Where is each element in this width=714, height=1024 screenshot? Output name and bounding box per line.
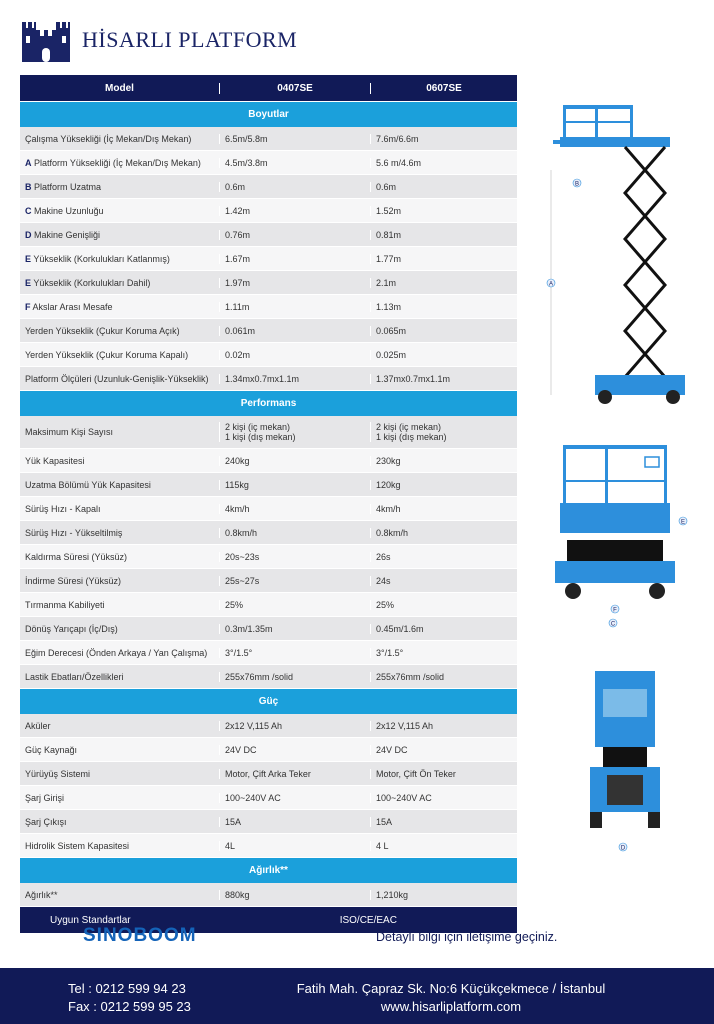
row-label-text: Yük Kapasitesi [25, 455, 85, 466]
value-0407se: 6.5m/5.8m [219, 134, 370, 144]
section-header: Performans [20, 391, 517, 416]
table-row [20, 665, 517, 689]
website-link[interactable]: www.hisarliplatform.com [380, 999, 522, 1014]
row-label-text: Çalışma Yüksekliği (İç Mekan/Dış Mekan) [25, 133, 192, 144]
table-row [20, 497, 517, 521]
value-0407se: 3°/1.5° [219, 648, 370, 658]
row-label [20, 793, 219, 803]
value-0607se: 26s [370, 552, 517, 562]
row-label [20, 769, 219, 779]
row-label-text: Şarj Girişi [25, 792, 65, 803]
table-row [20, 343, 517, 367]
table-row [20, 319, 517, 343]
label-b: B [574, 181, 580, 188]
phone-number[interactable]: Tel : 0212 599 94 23 [68, 981, 186, 996]
table-row [20, 738, 517, 762]
value-0407se: 24V DC [219, 745, 370, 755]
table-row [20, 569, 517, 593]
row-label-text: Yerden Yükseklik (Çukur Koruma Kapalı) [25, 349, 189, 360]
label-d: D [620, 845, 626, 852]
table-row [20, 271, 517, 295]
row-label-text: Yürüyüş Sistemi [25, 768, 91, 779]
row-label-text: Kaldırma Süresi (Yüksüz) [25, 551, 128, 562]
value-0407se: 0.6m [219, 182, 370, 192]
value-0407se: 0.3m/1.35m [219, 624, 370, 634]
row-label [20, 158, 219, 168]
value-0607se: 3°/1.5° [370, 648, 517, 658]
value-0407se: 1.11m [219, 302, 370, 312]
value-0607se: 120kg [370, 480, 517, 490]
value-0607se: 4km/h [370, 504, 517, 514]
table-row [20, 834, 517, 858]
row-label [20, 350, 219, 360]
row-label-text: Dönüş Yarıçapı (İç/Dış) [25, 623, 118, 634]
row-label [20, 374, 219, 384]
value-0607se: 1,210kg [370, 890, 517, 900]
table-row [20, 416, 517, 449]
value-0607se: 0.81m [370, 230, 517, 240]
dimension-letter: C [25, 205, 32, 216]
row-label-text: Tırmanma Kabiliyeti [25, 599, 105, 610]
value-0607se: 0.065m [370, 326, 517, 336]
page-footer [0, 968, 714, 1024]
dimension-letter: E [25, 277, 32, 288]
value-0407se: 4.5m/3.8m [219, 158, 370, 168]
dimension-letter: B [25, 181, 32, 192]
row-label [20, 624, 219, 634]
value-0607se: Motor, Çift Ön Teker [370, 769, 517, 779]
label-f: F [613, 607, 617, 614]
header-model: Model [105, 82, 134, 94]
row-label [20, 504, 219, 514]
dimension-letter: A [25, 157, 32, 168]
table-row [20, 127, 517, 151]
address: Fatih Mah. Çapraz Sk. No:6 Küçükçekmece / İstanbul [296, 981, 606, 996]
value-0407se: 240kg [219, 456, 370, 466]
row-label [20, 721, 219, 731]
value-0607se: 2 kişi (iç mekan) 1 kişi (dış mekan) [370, 422, 517, 442]
table-row [20, 449, 517, 473]
row-label [20, 456, 219, 466]
table-row [20, 175, 517, 199]
value-0407se: 1.97m [219, 278, 370, 288]
standards-label: Uygun Standartlar [50, 914, 131, 926]
sinoboom-logo: SINOBOOM [83, 925, 197, 946]
label-a: A [548, 281, 554, 288]
value-0407se: 25s~27s [219, 576, 370, 586]
row-label-text: Yerden Yükseklik (Çukur Koruma Açık) [25, 325, 180, 336]
castle-icon [20, 18, 72, 62]
table-row [20, 641, 517, 665]
row-label-text: Aküler [25, 720, 51, 731]
value-0607se: 0.6m [370, 182, 517, 192]
row-label [20, 745, 219, 755]
table-row [20, 762, 517, 786]
value-0407se: 100~240V AC [219, 793, 370, 803]
front-view-diagram [590, 671, 660, 852]
row-label-text: Şarj Çıkışı [25, 816, 67, 827]
value-0407se: Motor, Çift Arka Teker [219, 769, 370, 779]
row-label [20, 206, 219, 216]
value-0607se: 0.8km/h [370, 528, 517, 538]
table-row [20, 786, 517, 810]
value-0407se: 880kg [219, 890, 370, 900]
value-0407se: 2 kişi (iç mekan) 1 kişi (dış mekan) [219, 422, 370, 442]
value-0407se: 2x12 V,115 Ah [219, 721, 370, 731]
row-label [20, 672, 219, 682]
table-row [20, 617, 517, 641]
side-view-diagram [547, 105, 685, 404]
value-0607se: 1.37mx0.7mx1.1m [370, 374, 517, 384]
row-label-text: Makine Uzunluğu [34, 205, 104, 216]
contact-note: Detaylı bilgi için iletişime geçiniz. [376, 930, 558, 944]
value-0607se: 2x12 V,115 Ah [370, 721, 517, 731]
value-0407se: 0.02m [219, 350, 370, 360]
value-0607se: 24V DC [370, 745, 517, 755]
value-0607se: 5.6 m/4.6m [370, 158, 517, 168]
table-row [20, 223, 517, 247]
row-label-text: Makine Genişliği [34, 229, 101, 240]
spec-table [20, 75, 517, 934]
label-c: C [610, 621, 616, 628]
value-0407se: 0.8km/h [219, 528, 370, 538]
row-label-text: Yükseklik (Korkulukları Katlanmış) [33, 253, 170, 264]
stowed-view-diagram [555, 445, 687, 628]
row-label-text: Platform Uzatma [34, 181, 102, 192]
row-label [20, 326, 219, 336]
table-row [20, 883, 517, 907]
value-0407se: 0.76m [219, 230, 370, 240]
value-0607se: 4 L [370, 841, 517, 851]
value-0607se: 1.77m [370, 254, 517, 264]
standards-value: ISO/CE/EAC [219, 915, 517, 926]
header-0607se: 0607SE [370, 83, 517, 94]
row-label-text: İndirme Süresi (Yüksüz) [25, 575, 122, 586]
table-row [20, 714, 517, 738]
address-block [286, 980, 616, 1016]
dimension-letter: D [25, 229, 32, 240]
table-row [20, 199, 517, 223]
row-label [20, 600, 219, 610]
value-0407se: 115kg [219, 480, 370, 490]
value-0607se: 2.1m [370, 278, 517, 288]
value-0407se: 4km/h [219, 504, 370, 514]
table-row [20, 545, 517, 569]
value-0607se: 100~240V AC [370, 793, 517, 803]
value-0607se: 15A [370, 817, 517, 827]
value-0407se: 1.34mx0.7mx1.1m [219, 374, 370, 384]
row-label-text: Eğim Derecesi (Önden Arkaya / Yan Çalışma) [25, 647, 208, 658]
row-label-text: Platform Yüksekliği (İç Mekan/Dış Mekan) [34, 157, 201, 168]
row-label [20, 528, 219, 538]
row-label-text: Güç Kaynağı [25, 744, 78, 755]
value-0607se: 25% [370, 600, 517, 610]
row-label [20, 552, 219, 562]
label-e: E [680, 519, 686, 526]
table-row [20, 593, 517, 617]
table-row [20, 367, 517, 391]
row-label [20, 576, 219, 586]
row-label [20, 230, 219, 240]
row-label [20, 841, 219, 851]
value-0407se: 255x76mm /solid [219, 672, 370, 682]
value-0607se: 24s [370, 576, 517, 586]
value-0407se: 1.67m [219, 254, 370, 264]
row-label [20, 134, 219, 144]
row-label [20, 817, 219, 827]
value-0407se: 15A [219, 817, 370, 827]
row-label [20, 890, 219, 900]
row-label [20, 480, 219, 490]
row-label-text: Uzatma Bölümü Yük Kapasitesi [25, 479, 151, 490]
table-row [20, 247, 517, 271]
row-label-text: Akslar Arası Mesafe [32, 301, 113, 312]
value-0407se: 25% [219, 600, 370, 610]
value-0407se: 1.42m [219, 206, 370, 216]
brand-logo[interactable] [20, 18, 297, 62]
row-label [20, 648, 219, 658]
row-label [20, 254, 219, 264]
table-row [20, 295, 517, 319]
row-label-text: Hidrolik Sistem Kapasitesi [25, 840, 130, 851]
row-label [20, 427, 219, 437]
table-row [20, 473, 517, 497]
value-0607se: 7.6m/6.6m [370, 134, 517, 144]
row-label [20, 278, 219, 288]
value-0407se: 20s~23s [219, 552, 370, 562]
row-label-text: Yükseklik (Korkulukları Dahil) [33, 277, 151, 288]
dimension-letter: E [25, 253, 32, 264]
value-0607se: 1.13m [370, 302, 517, 312]
value-0607se: 230kg [370, 456, 517, 466]
row-label-text: Platform Ölçüleri (Uzunluk-Genişlik-Yükseklik) [25, 373, 209, 384]
value-0407se: 4L [219, 841, 370, 851]
value-0607se: 0.025m [370, 350, 517, 360]
table-header [20, 75, 517, 102]
row-label-text: Maksimum Kişi Sayısı [25, 427, 114, 437]
value-0407se: 0.061m [219, 326, 370, 336]
brand-name: HİSARLI PLATFORM [82, 27, 298, 52]
table-row [20, 810, 517, 834]
phone-block [68, 980, 191, 1016]
fax-number: Fax : 0212 599 95 23 [68, 999, 191, 1014]
value-0607se: 255x76mm /solid [370, 672, 517, 682]
table-row [20, 151, 517, 175]
table-row [20, 521, 517, 545]
row-label-text: Sürüş Hızı - Yükseltilmiş [25, 527, 123, 538]
section-header: Ağırlık** [20, 858, 517, 883]
row-label [20, 182, 219, 192]
row-label [20, 302, 219, 312]
header-0407se: 0407SE [219, 83, 370, 94]
row-label-text: Ağırlık** [25, 889, 58, 900]
machine-diagrams [545, 95, 705, 865]
value-0607se: 0.45m/1.6m [370, 624, 517, 634]
value-0607se: 1.52m [370, 206, 517, 216]
row-label-text: Lastik Ebatları/Özellikleri [25, 671, 124, 682]
section-header: Boyutlar [20, 102, 517, 127]
dimension-letter: F [25, 301, 31, 312]
row-label-text: Sürüş Hızı - Kapalı [25, 503, 101, 514]
section-header: Güç [20, 689, 517, 714]
